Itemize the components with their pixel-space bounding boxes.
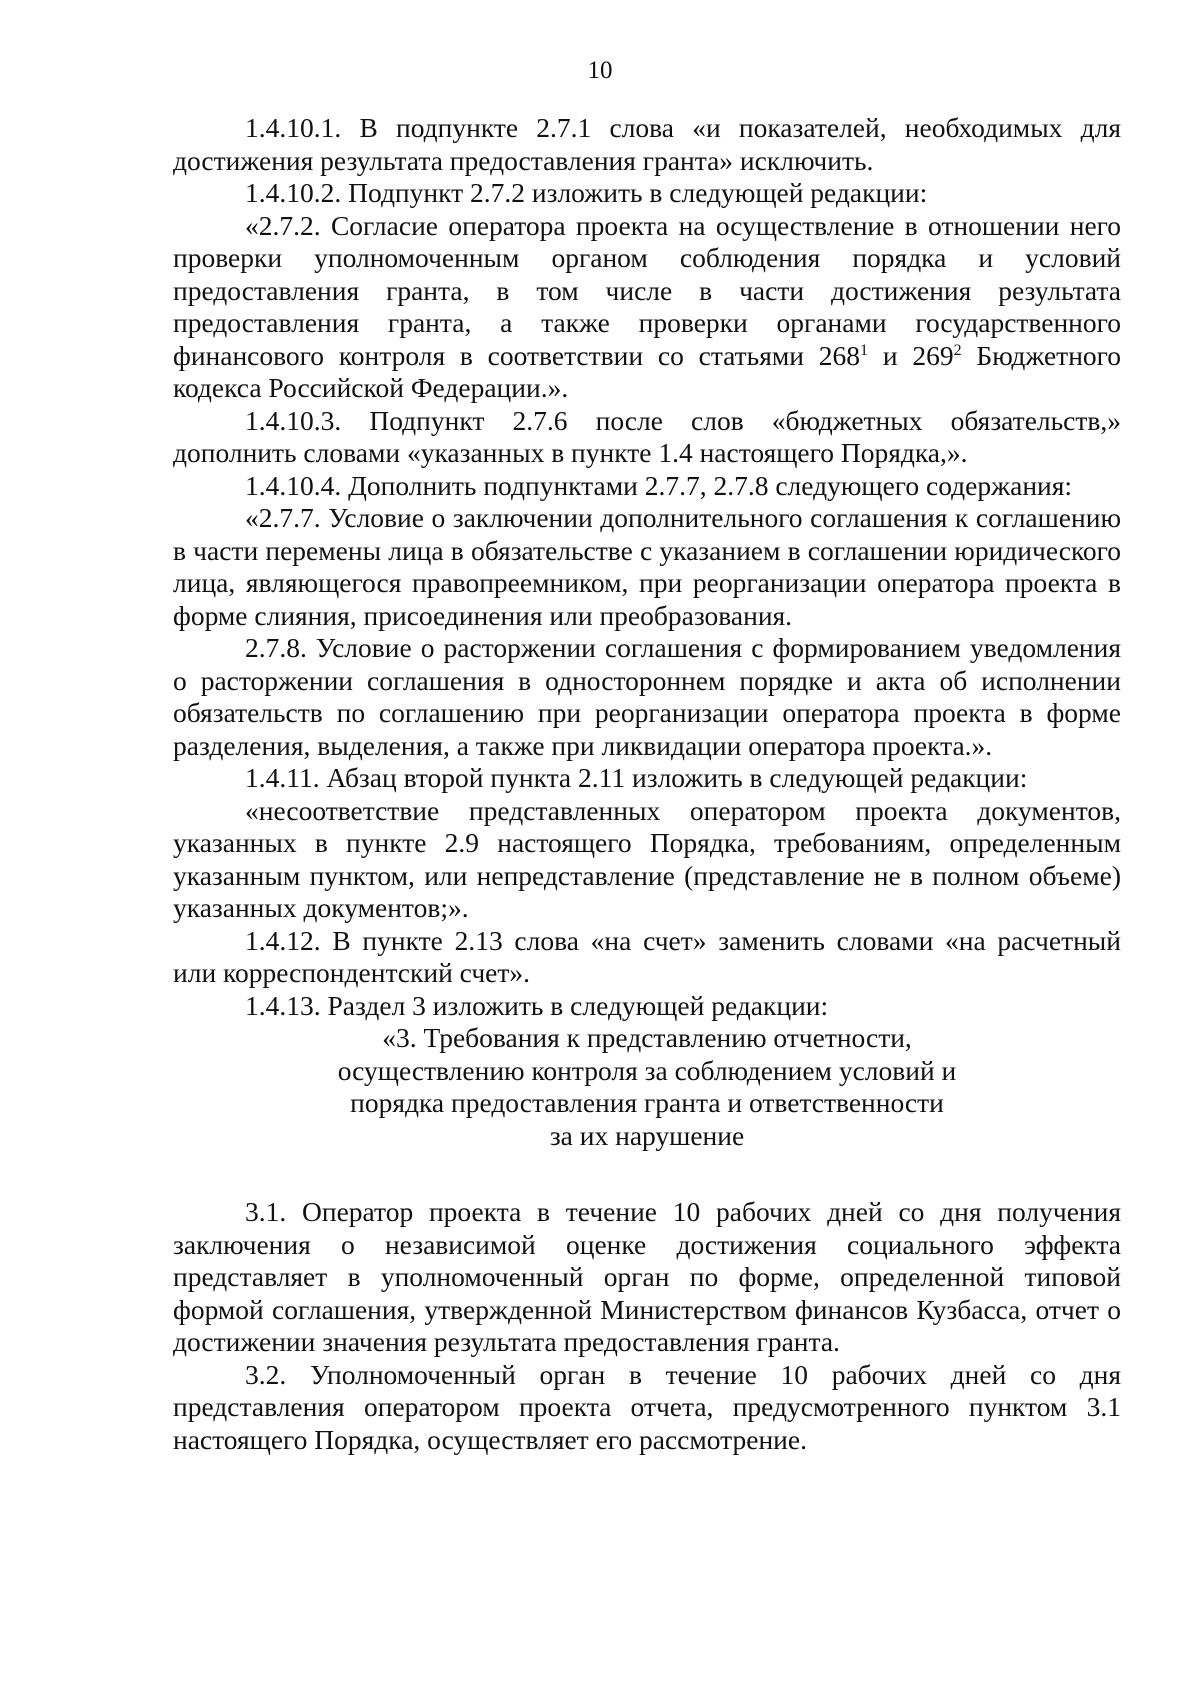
paragraph-2-7-2-part3: Бюджетного кодекса Российской Федерации.». <box>173 339 1122 403</box>
superscript-1: 1 <box>860 341 869 359</box>
page-number: 10 <box>587 57 613 84</box>
paragraph-3-1: 3.1. Оператор проекта в течение 10 рабочих дней со дня получения заключения о независимой оценке достижения социального эффекта представляет в уполномоченный орган по форме, определенной типовой формой соглашения, утвержденной Министерством финансов Кузбасса, отчет о достижении значения результата предоставления гранта. <box>173 1196 1121 1357</box>
paragraph-2-7-7: «2.7.7. Условие о заключении дополнительного соглашения к соглашению в части перемены лица в обязательстве с указанием в соглашении юридического лица, являющегося правопреемником, при реорганизации оператора проекта в форме слияния, присоединения или преобразования. <box>173 502 1121 631</box>
paragraph-2-7-2-part1: «2.7.2. Согласие оператора проекта на осуществление в отношении него проверки уполномоченным органом соблюдения порядка и условий предоставления гранта, в том числе в части достижения результата предоставления гранта, а также проверки органами государственного финансового контроля в соответствии со статьями 268 <box>173 209 1121 371</box>
section-heading-line: порядка предоставления гранта и ответственности <box>350 1087 944 1118</box>
paragraph-2-7-2-part2: и 269 <box>868 339 954 371</box>
paragraph-1-4-10-4: 1.4.10.4. Дополнить подпунктами 2.7.7, 2.7.8 следующего содержания: <box>245 469 1073 501</box>
section-heading-line: «3. Требования к представлению отчетности, <box>382 1022 912 1053</box>
paragraph-1-4-13: 1.4.13. Раздел 3 изложить в следующей редакции: <box>245 989 829 1021</box>
paragraph-1-4-12: 1.4.12. В пункте 2.13 слова «на счет» заменить словами «на расчетный или корреспондентский счет». <box>173 924 1121 988</box>
paragraph-1-4-10-3: 1.4.10.3. Подпункт 2.7.6 после слов «бюджетных обязательств,» дополнить словами «указанных в пункте 1.4 настоящего Порядка,». <box>173 404 1121 468</box>
section-heading-line: осуществлению контроля за соблюдением условий и <box>337 1054 957 1086</box>
superscript-2: 2 <box>953 341 962 359</box>
paragraph-nonconformity: «несоответствие представленных оператором проекта документов, указанных в пункте 2.9 настоящего Порядка, требованиям, определенным указанным пунктом, или непредставление (представление не в полном объеме) указанных документов;». <box>173 794 1121 923</box>
paragraph-2-7-2 <box>173 210 1121 405</box>
section-3-heading <box>173 1022 1121 1152</box>
paragraph-2-7-8: 2.7.8. Условие о расторжении соглашения с формированием уведомления о расторжении соглашения в одностороннем порядке и акта об исполнении обязательств по соглашению при реорганизации оператора проекта в форме разделения, выделения, а также при ликвидации оператора проекта.». <box>173 632 1121 761</box>
spacer <box>173 1152 1121 1196</box>
document-body <box>173 112 1121 1456</box>
paragraph-1-4-10-1: 1.4.10.1. В подпункте 2.7.1 слова «и показателей, необходимых для достижения результата предоставления гранта» исключить. <box>173 112 1121 176</box>
paragraph-1-4-10-2: 1.4.10.2. Подпункт 2.7.2 изложить в следующей редакции: <box>245 177 928 208</box>
paragraph-3-2: 3.2. Уполномоченный орган в течение 10 рабочих дней со дня представления оператором проекта отчета, предусмотренного пунктом 3.1 настоящего Порядка, осуществляет его рассмотрение. <box>173 1358 1121 1455</box>
section-heading-line: за их нарушение <box>549 1119 745 1151</box>
paragraph-1-4-11: 1.4.11. Абзац второй пункта 2.11 изложить в следующей редакции: <box>245 762 1028 793</box>
